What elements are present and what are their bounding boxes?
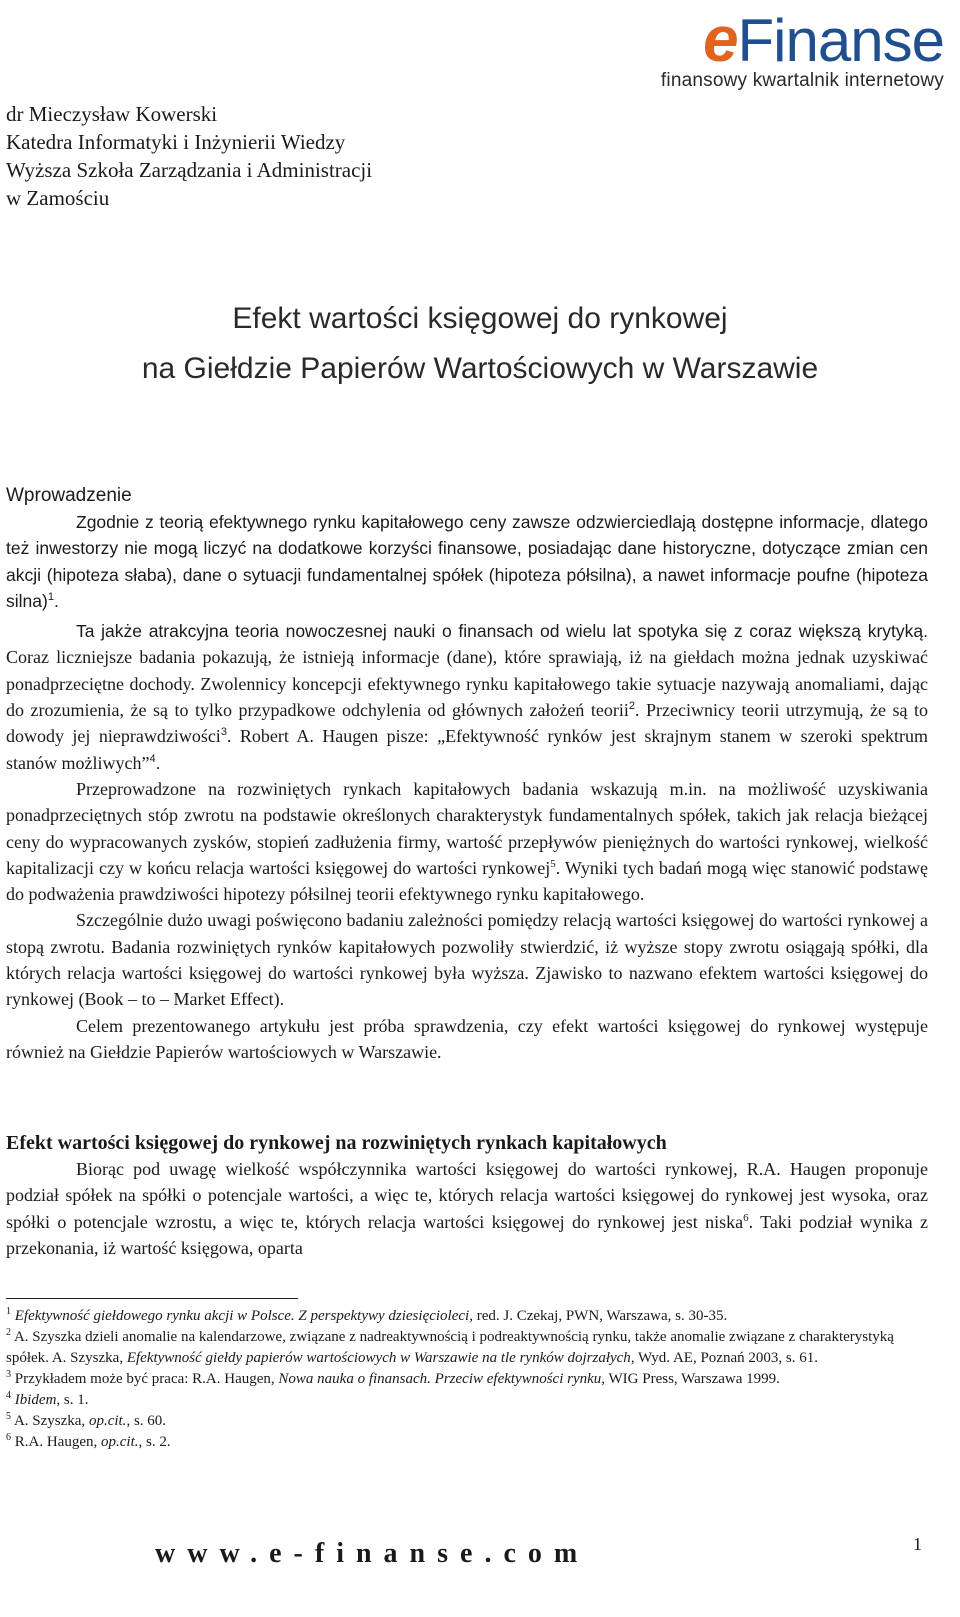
logo-wordmark — [703, 4, 944, 76]
intro-p2-d: . Robert A. Haugen pisze: „Efektywność rynków jest skrajnym stanem w szeroki spektrum stanów możliwych” — [6, 726, 929, 773]
footnote-4 — [6, 1390, 928, 1411]
s2-p1-a: Biorąc pod uwagę wielkość współczynnika wartości księgowej do wartości rynkowej, R.A. Haugen proponuje podział spółek na spółki o potencjale wartości, a więc te, których relacja wartości księgowej do rynkowej jest wysoka, oraz spółki o potencjale wzrostu, a więc te, których relacja wartości księgowej do rynkowej jest niska — [6, 1159, 928, 1232]
footnotes — [6, 1306, 928, 1453]
section-2-paragraph-1 — [6, 1156, 928, 1261]
intro-paragraph-4: Szczególnie dużo uwagi poświęcono badaniu zależności pomiędzy relacją wartości księgowej do wartości rynkowej a stopą zwrotu. Badania rozwiniętych rynków kapitałowych pozwoliły stwierdzić, iż wyższe stopy zwrotu osiągają spółki, dla których relacja wartości księgowej do wartości rynkowej była wyższa. Zjawisko to nazwano efektem wartości księgowej do rynkowej (Book – to – Market Effect). — [6, 910, 928, 1010]
intro-p1-text: Zgodnie z teorią efektywnego rynku kapitałowego ceny zawsze odzwierciedlają dostępne informacje, dlatego też inwestorzy nie mogą liczyć na dodatkowe korzyści finansowe, posiadając dane historyczne, dotyczące zmian cen akcji (hipoteza słaba), dane o sytuacji fundamentalnej spółek (hipoteza półsilna), a nawet informacje poufne (hipoteza silna) — [6, 512, 928, 611]
footnote-5-rest: , s. 60. — [126, 1413, 167, 1429]
footnote-ref-6: 6 — [743, 1211, 749, 1224]
footnote-ref-1: 1 — [47, 590, 54, 603]
efinanse-logo — [656, 4, 946, 102]
footnote-6-rest: , s. 2. — [138, 1434, 171, 1450]
intro-heading: Wprowadzenie — [6, 485, 132, 506]
intro-paragraph-1 — [6, 509, 928, 614]
intro-p1-end: . — [53, 590, 59, 611]
footnote-5-title: op.cit. — [88, 1413, 127, 1429]
author-school: Wyższa Szkoła Zarządzania i Administracji — [6, 158, 373, 182]
footnote-divider — [6, 1298, 298, 1299]
page-number: 1 — [913, 1534, 922, 1554]
logo-e-letter: e — [702, 3, 738, 75]
footnote-1-title: Efektywność giełdowego rynku akcji w Polsce. Z perspektywy dziesięcioleci — [14, 1308, 470, 1324]
footnote-3-rest: , WIG Press, Warszawa 1999. — [601, 1371, 780, 1387]
section-2-heading: Efekt wartości księgowej do rynkowej na rozwiniętych rynkach kapitałowych — [6, 1132, 667, 1154]
author-name: dr Mieczysław Kowerski — [6, 102, 218, 126]
article-title — [0, 294, 960, 394]
footnote-5-number: 5 — [6, 1411, 11, 1422]
footnote-ref-4: 4 — [149, 752, 156, 765]
footnote-2-title: Efektywność giełdy papierów wartościowych w Warszawie na tle rynków dojrzałych — [126, 1350, 631, 1366]
intro-paragraph-3 — [6, 776, 928, 907]
logo-finanse-text: Finanse — [737, 7, 944, 74]
intro-paragraph-5: Celem prezentowanego artykułu jest próba sprawdzenia, czy efekt wartości księgowej do rynkowej występuje również na Giełdzie Papierów wartościowych w Warszawie. — [6, 1015, 928, 1062]
intro-p3-a: Przeprowadzone na rozwiniętych rynkach kapitałowych badania wskazują m.in. na możliwość uzyskiwania ponadprzeciętnych stóp zwrotu na podstawie określonych charakterystyk fundamentalnych spółek, takich jak relacja bieżącej ceny do wypracowanych zysków, stopień zadłużenia firmy, wartość przepływów pieniężnych do wartości rynkowej, wielkość kapitalizacji czy w końcu relacja wartości księgowej do wartości rynkowej — [6, 778, 928, 878]
intro-p2-e: . — [155, 752, 161, 773]
author-city: w Zamościu — [6, 186, 110, 210]
footnote-1 — [6, 1306, 928, 1327]
title-line-1: Efekt wartości księgowej do rynkowej — [232, 302, 728, 335]
footnote-ref-2: 2 — [628, 700, 636, 713]
footnote-4-title: Ibidem — [14, 1392, 57, 1408]
footnote-6-text: R.A. Haugen, — [14, 1434, 101, 1450]
footnote-6-number: 6 — [6, 1432, 11, 1443]
footnote-5-text: A. Szyszka, — [13, 1413, 89, 1429]
s2-p1-b: . Taki podział wynika z przekonania, iż wartość księgowa, oparta — [6, 1211, 928, 1258]
footnote-5 — [6, 1411, 928, 1432]
intro-p3-b: . Wyniki tych badań mogą więc stanowić podstawę do podważenia prawdziwości hipotezy półsilnej teorii efektywnego rynku kapitałowego. — [6, 857, 929, 905]
footnote-6-title: op.cit. — [101, 1434, 139, 1450]
footnote-ref-3: 3 — [220, 726, 227, 739]
intro-p2-b: Coraz liczniejsze badania pokazują, że istnieją informacje (dane), które sprawiają, iż na giełdach można jednak uzyskiwać ponadprzeciętne dochody. Zwolennicy koncepcji efektywnego rynku kapitałowego takie sytuacje nazywają anomaliami, dając do zrozumienia, że są to tylko przypadkowe odchylenia od głównych założeń teorii — [6, 647, 928, 721]
footnote-ref-5: 5 — [550, 857, 556, 870]
title-line-2: na Giełdzie Papierów Wartościowych w Warszawie — [141, 352, 819, 385]
footnote-3-number: 3 — [6, 1369, 11, 1380]
footnote-1-rest: , red. J. Czekaj, PWN, Warszawa, s. 30-35. — [469, 1308, 728, 1324]
logo-tagline: finansowy kwartalnik internetowy — [660, 70, 944, 91]
footnote-4-rest: , s. 1. — [56, 1392, 89, 1408]
footnote-6 — [6, 1432, 928, 1453]
footnote-2-number: 2 — [6, 1327, 11, 1338]
section-2 — [6, 1130, 928, 1261]
footnote-3-title: Nowa nauka o finansach. Przeciw efektywności rynku — [278, 1371, 602, 1387]
footnote-2 — [6, 1327, 928, 1369]
intro-paragraph-2 — [6, 618, 928, 776]
footnote-2-rest: , Wyd. AE, Poznań 2003, s. 61. — [630, 1350, 818, 1366]
footnote-3-text: Przykładem może być praca: R.A. Haugen, — [14, 1371, 279, 1387]
footnote-4-number: 4 — [6, 1390, 11, 1401]
intro-p2-a: Ta jakże atrakcyjna teoria nowoczesnej nauki o finansach od wielu lat spotyka się z coraz większą krytyką. — [76, 621, 928, 642]
footnote-3 — [6, 1369, 928, 1390]
author-block — [6, 100, 372, 212]
footnote-1-number: 1 — [6, 1306, 11, 1317]
footnote-2-text: A. Szyszka dzieli anomalie na kalendarzowe, związane z nadreaktywnością i podreaktywnością rynku, także anomalie związane z charakterystyką spółek. A. Szyszka, — [6, 1329, 894, 1366]
intro-section — [6, 483, 928, 1065]
intro-p2-c: . Przeciwnicy teorii utrzymują, że są to dowody jej nieprawdziwości — [6, 700, 928, 747]
footer-url: www.e-finanse.com — [155, 1538, 590, 1569]
author-department: Katedra Informatyki i Inżynierii Wiedzy — [6, 130, 346, 154]
